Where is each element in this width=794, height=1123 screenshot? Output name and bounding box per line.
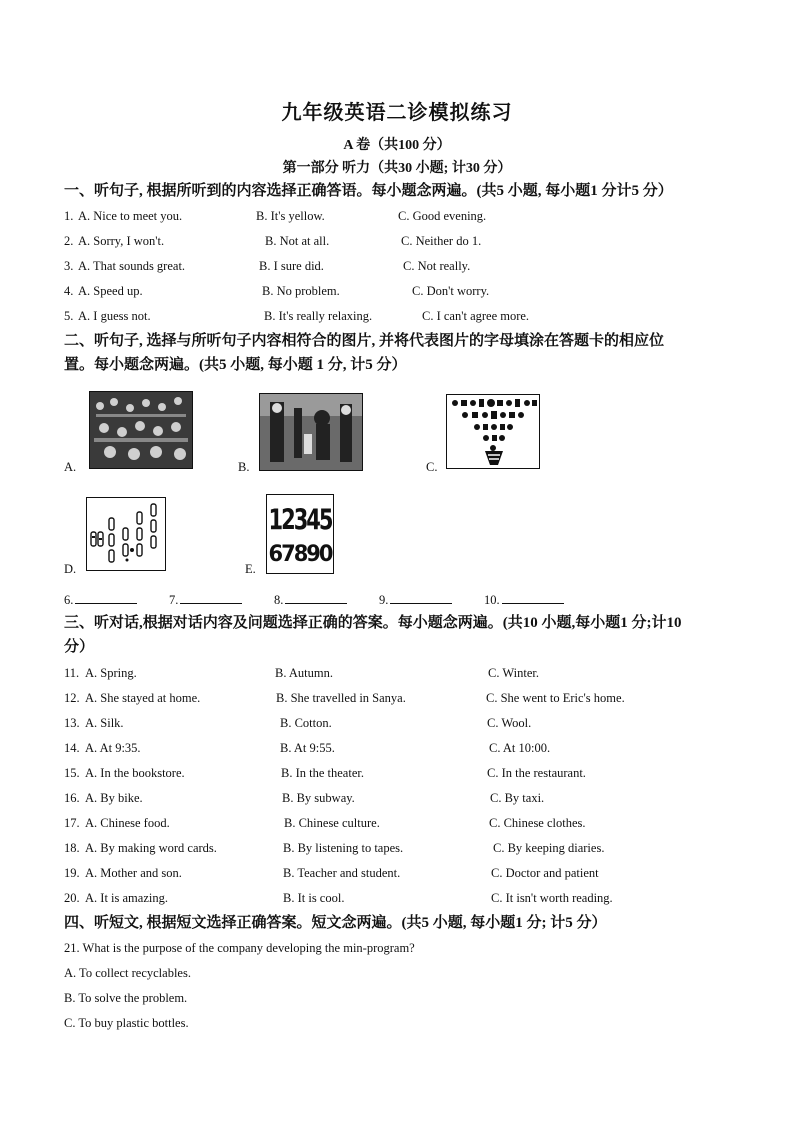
option-b: B. By listening to tapes. — [283, 841, 404, 855]
option-b: B. To solve the problem. — [64, 991, 188, 1005]
blank-number: 9. — [379, 593, 389, 607]
option-c: C. At 10:00. — [489, 741, 551, 755]
option-b: B. It's really relaxing. — [264, 309, 373, 323]
option-b: B. Not at all. — [265, 234, 330, 248]
answer-blank-10[interactable] — [484, 592, 564, 608]
option-a: A. I guess not. — [78, 309, 151, 323]
section4-heading: 四、听短文, 根据短文选择正确答案。短文念两遍。(共5 小题, 每小题1 分; 计5 分） — [64, 915, 607, 931]
option-c: C. Winter. — [488, 666, 540, 680]
answer-blank-9[interactable] — [379, 592, 452, 608]
image-label-c: C. — [426, 460, 438, 474]
option-a: A. She stayed at home. — [85, 691, 201, 705]
question-number: 14. — [64, 741, 80, 755]
option-c: C. By keeping diaries. — [493, 841, 605, 855]
option-c: C. In the restaurant. — [487, 766, 586, 780]
blank-line[interactable] — [390, 592, 452, 604]
image-label-d: D. — [64, 562, 77, 576]
image-label-e: E. — [245, 562, 256, 576]
blank-line[interactable] — [180, 592, 242, 604]
option-a: A. Silk. — [85, 716, 124, 730]
answer-blank-6[interactable] — [64, 592, 137, 608]
numbers-line2: 67890 — [268, 541, 332, 567]
page-title: 九年级英语二诊模拟练习 — [281, 102, 513, 124]
rotated-text-graphic-icon — [86, 497, 166, 571]
option-a: A. Speed up. — [78, 284, 143, 298]
option-a: A. Chinese food. — [85, 816, 170, 830]
question-number: 5. — [64, 309, 74, 323]
option-a: A. That sounds great. — [78, 259, 186, 273]
question-number: 3. — [64, 259, 74, 273]
option-c: C. Chinese clothes. — [489, 816, 586, 830]
option-b: B. Chinese culture. — [284, 816, 380, 830]
option-a: A. By bike. — [85, 791, 143, 805]
option-c: C. Neither do 1. — [401, 234, 482, 248]
option-b: B. Autumn. — [275, 666, 333, 680]
option-b: B. By subway. — [282, 791, 355, 805]
section2-heading-line2: 置。每小题念两遍。(共5 小题, 每小题 1 分, 计5 分） — [64, 357, 407, 373]
blank-line[interactable] — [285, 592, 347, 604]
question-number: 20. — [64, 891, 80, 905]
option-a: A. Mother and son. — [85, 866, 182, 880]
option-c: C. Doctor and patient — [491, 866, 599, 880]
question-number: 19. — [64, 866, 80, 880]
volume-label: A 卷（共100 分） — [343, 138, 451, 153]
option-a: A. Sorry, I won't. — [78, 234, 165, 248]
festival-photo-icon — [259, 393, 363, 471]
section1-heading: 一、听句子, 根据所听到的内容选择正确答语。每小题念两遍。(共5 小题, 每小题1 分计5 分） — [64, 183, 673, 199]
section3-heading-line2: 分） — [64, 639, 95, 655]
option-b: B. It is cool. — [283, 891, 345, 905]
question-number: 17. — [64, 816, 80, 830]
question-number: 13. — [64, 716, 80, 730]
answer-blank-7[interactable] — [169, 592, 242, 608]
option-c: C. By taxi. — [490, 791, 545, 805]
blank-number: 10. — [484, 593, 500, 607]
section3-heading-line1: 三、听对话,根据对话内容及问题选择正确的答案。每小题念两遍。(共10 小题,每小题1 分;计10 — [64, 615, 682, 631]
option-b: B. She travelled in Sanya. — [276, 691, 406, 705]
option-b: B. Teacher and student. — [283, 866, 401, 880]
question-number: 2. — [64, 234, 74, 248]
question-number: 1. — [64, 209, 74, 223]
question-number: 4. — [64, 284, 74, 298]
option-b: B. Cotton. — [280, 716, 332, 730]
question-number: 12. — [64, 691, 80, 705]
numbers-line1: 12345 — [268, 503, 332, 537]
blank-number: 6. — [64, 593, 74, 607]
option-a: A. In the bookstore. — [85, 766, 185, 780]
image-label-a: A. — [64, 460, 77, 474]
option-c: C. She went to Eric's home. — [486, 691, 625, 705]
option-c: C. It isn't worth reading. — [491, 891, 613, 905]
answer-blank-8[interactable] — [274, 592, 347, 608]
option-c: C. To buy plastic bottles. — [64, 1016, 189, 1030]
option-b: B. In the theater. — [281, 766, 364, 780]
option-a: A. To collect recyclables. — [64, 966, 191, 980]
blank-number: 8. — [274, 593, 284, 607]
blank-line[interactable] — [75, 592, 137, 604]
question-number: 16. — [64, 791, 80, 805]
question-number: 11. — [64, 666, 80, 680]
option-b: B. No problem. — [262, 284, 340, 298]
option-a: A. At 9:35. — [85, 741, 141, 755]
option-a: A. It is amazing. — [85, 891, 168, 905]
option-c: C. Don't worry. — [412, 284, 490, 298]
option-c: C. Wool. — [487, 716, 532, 730]
blank-number: 7. — [169, 593, 179, 607]
crowd-photo-icon — [89, 391, 193, 469]
question-number: 18. — [64, 841, 80, 855]
blank-line[interactable] — [502, 592, 564, 604]
option-a: A. Spring. — [85, 666, 137, 680]
option-c: C. I can't agree more. — [422, 309, 530, 323]
option-b: B. At 9:55. — [280, 741, 335, 755]
section2-heading-line1: 二、听句子, 选择与所听句子内容相符合的图片, 并将代表图片的字母填涂在答题卡的相应位 — [64, 333, 665, 349]
option-a: A. By making word cards. — [85, 841, 217, 855]
question-number: 15. — [64, 766, 80, 780]
option-a: A. Nice to meet you. — [78, 209, 183, 223]
option-b: B. I sure did. — [259, 259, 324, 273]
image-label-b: B. — [238, 460, 250, 474]
icons-funnel-icon — [446, 394, 540, 469]
option-c: C. Good evening. — [398, 209, 487, 223]
option-c: C. Not really. — [403, 259, 471, 273]
question-21: 21. What is the purpose of the company developing the min-program? — [64, 941, 415, 955]
numbers-graphic-icon — [266, 494, 334, 574]
option-b: B. It's yellow. — [256, 209, 325, 223]
part-label: 第一部分 听力（共30 小题; 计30 分） — [282, 161, 512, 176]
